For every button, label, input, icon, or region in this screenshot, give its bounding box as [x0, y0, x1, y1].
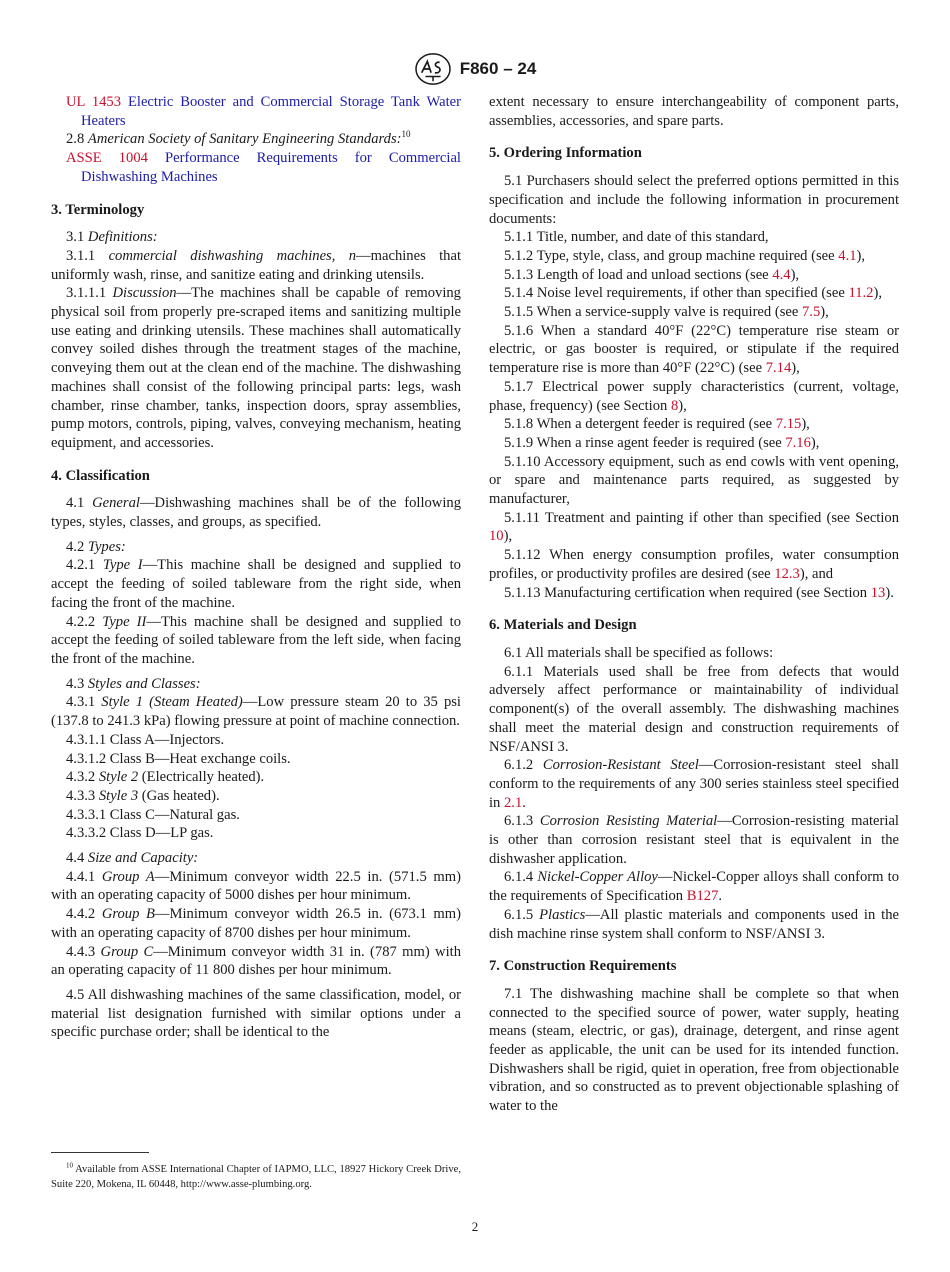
section-6-1-4: 6.1.4 Nickel-Copper Alloy—Nickel-Copper alloys shall conform to the requirements of Specification B127.	[489, 869, 899, 905]
right-column	[489, 93, 899, 1116]
page-header	[0, 52, 950, 86]
xref-b127[interactable]: B127	[686, 888, 719, 905]
section-5-1-8: 5.1.8 When a detergent feeder is required (see 7.15),	[504, 416, 810, 433]
section-7-heading: 7. Construction Requirements	[489, 958, 677, 975]
section-4-5: 4.5 All dishwashing machines of the same classification, model, or material list designation furnished with similar options under a specific purchase order; shall be identical to the	[51, 986, 461, 1041]
section-4-heading: 4. Classification	[51, 467, 150, 484]
section-6-1: 6.1 All materials shall be specified as follows:	[504, 644, 774, 661]
section-5-1-5: 5.1.5 When a service-supply valve is required (see 7.5),	[504, 304, 829, 321]
footnote-mark: 10	[66, 1161, 73, 1170]
xref-7-5[interactable]: 7.5	[802, 304, 821, 321]
section-4-3-3-2: 4.3.3.2 Class D—LP gas.	[66, 825, 214, 842]
section-3-1: 3.1 Definitions:	[66, 229, 158, 246]
continued-paragraph: extent necessary to ensure interchangeability of component parts, assemblies, accessories, and spare parts.	[489, 94, 899, 129]
section-5-1-10: 5.1.10 Accessory equipment, such as end cowls with vent opening, or spare and maintenance parts required, as suggested by manufacturer,	[489, 453, 900, 508]
xref-section-8[interactable]: 8	[670, 397, 679, 414]
section-5-1-7: 5.1.7 Electrical power supply characteristics (current, voltage, phase, frequency) (see Section 8),	[489, 378, 899, 414]
section-4-3-3-1: 4.3.3.1 Class C—Natural gas.	[66, 806, 240, 823]
section-7-1: 7.1 The dishwashing machine shall be complete so that when connected to the specified source of power, water supply, heating means (steam, electric, or gas), drainage, detergent, and rinse agent feeder as applicable, the unit can be used for its intended function. Dishwashers shall be rigid, quiet in operation, free from objectionable vibration, and so constructed as to prevent objectionable splashing of water to the	[489, 985, 899, 1115]
xref-2-1[interactable]: 2.1	[504, 794, 523, 811]
section-4-1: 4.1 General—Dishwashing machines shall be of the following types, styles, classes, and groups, as specified.	[51, 495, 461, 531]
section-5-1-9: 5.1.9 When a rinse agent feeder is required (see 7.16),	[504, 434, 820, 451]
section-4-4-3: 4.4.3 Group C—Minimum conveyor width 31 in. (787 mm) with an operating capacity of 11 800 dishes per hour minimum.	[51, 943, 461, 979]
section-4-2-1: 4.2.1 Type I—This machine shall be designed and supplied to accept the feeding of soiled tableware from the right side, when facing the front of the machine.	[51, 557, 461, 611]
left-column	[51, 93, 461, 1042]
ref-title-asse-1004[interactable]: Performance Requirements for Commercial Dishwashing Machines	[81, 150, 461, 185]
section-4-4-1: 4.4.1 Group A—Minimum conveyor width 22.5 in. (571.5 mm) with an operating capacity of 5000 dishes per hour minimum.	[51, 868, 461, 904]
xref-7-14[interactable]: 7.14	[765, 360, 792, 377]
section-5-1-1: 5.1.1 Title, number, and date of this standard,	[504, 229, 769, 246]
section-6-1-2: 6.1.2 Corrosion-Resistant Steel—Corrosion-resistant steel shall conform to the requirements of any 300 series stainless steel specified in 2.1.	[489, 757, 899, 811]
footnote-ref-10: 10	[401, 129, 411, 140]
section-4-3-2: 4.3.2 Style 2 (Electrically heated).	[66, 769, 265, 786]
section-5-1-13: 5.1.13 Manufacturing certification when required (see Section 13).	[504, 584, 894, 601]
xref-11-2[interactable]: 11.2	[848, 285, 874, 302]
ref-link-ul-1453[interactable]: UL 1453	[66, 94, 122, 110]
section-5-1-12: 5.1.12 When energy consumption profiles, water consumption profiles, or productivity profiles are desired (see 12.3), and	[489, 547, 899, 582]
section-5-1-11: 5.1.11 Treatment and painting if other than specified (see Section 10),	[489, 509, 899, 545]
footnote-divider	[51, 1152, 149, 1153]
section-4-3-3: 4.3.3 Style 3 (Gas heated).	[66, 787, 220, 804]
page-number: 2	[471, 1219, 479, 1234]
astm-logo-icon	[414, 52, 452, 86]
ref-title-ul-1453[interactable]: Electric Booster and Commercial Storage Tank Water Heaters	[81, 94, 462, 129]
xref-4-4[interactable]: 4.4	[772, 266, 791, 283]
xref-section-13[interactable]: 13	[870, 584, 886, 601]
section-6-1-3: 6.1.3 Corrosion Resisting Material—Corrosion-resisting material is other than corrosion resistant steel that is equivalent in the dishwasher application.	[489, 813, 899, 867]
section-5-1-2: 5.1.2 Type, style, class, and group machine required (see 4.1),	[504, 247, 866, 264]
section-3-1-1-1: 3.1.1.1 Discussion—The machines shall be capable of removing physical soil from properly pre-scraped items and sanitizing multiple use eating and drinking utensils. These machines shall automatically convey soiled dishes through the treatment stages of the machine, conveying them out at the clean end of the machine. The dishwashing machines shall consist of the following principal parts: legs, wash chamber, rinse chamber, tanks, inspection doors, spray assemblies, pump motors, controls, piping, valves, conveying mechanism, heating equipment, and accessories.	[51, 285, 461, 451]
xref-7-15[interactable]: 7.15	[775, 416, 802, 433]
section-5-1-3: 5.1.3 Length of load and unload sections (see 4.4),	[504, 266, 800, 283]
section-2-8: 2.8 American Society of Sanitary Engineering Standards:$^{10}$	[66, 129, 411, 148]
xref-7-16[interactable]: 7.16	[785, 434, 811, 451]
section-5-1-6: 5.1.6 When a standard 40°F (22°C) temperature rise steam or electric, or gas booster is required, or stipulate if the required temperature rise is more than 40°F (22°C) (see 7.14),	[489, 322, 899, 377]
section-4-4: 4.4 Size and Capacity:	[66, 850, 199, 867]
footnote-text: Available from ASSE International Chapter of IAPMO, LLC, 18927 Hickory Creek Drive, Suite 220, Mokena, IL 60448, http://www.asse-plumbing.org.	[51, 1164, 461, 1190]
section-5-heading: 5. Ordering Information	[489, 145, 642, 162]
section-4-3: 4.3 Styles and Classes:	[66, 675, 201, 692]
section-4-3-1: 4.3.1 Style 1 (Steam Heated)—Low pressure steam 20 to 35 psi (137.8 to 241.3 kPa) flowing pressure at point of machine connection.	[51, 694, 461, 730]
section-4-3-1-1: 4.3.1.1 Class A—Injectors.	[66, 731, 225, 748]
section-5-1: 5.1 Purchasers should select the preferred options permitted in this specification and include the following information in procurement documents:	[489, 173, 899, 227]
section-4-2-2: 4.2.2 Type II—This machine shall be designed and supplied to accept the feeding of soiled tableware from the left side, when facing the front of the machine.	[51, 613, 462, 667]
xref-12-3[interactable]: 12.3	[774, 565, 800, 582]
section-4-4-2: 4.4.2 Group B—Minimum conveyor width 26.5 in. (673.1 mm) with an operating capacity of 8700 dishes per hour minimum.	[51, 906, 461, 941]
document-code: F860 – 24	[459, 59, 537, 78]
reference-ul-1453	[51, 93, 461, 130]
section-5-1-4: 5.1.4 Noise level requirements, if other than specified (see 11.2),	[504, 285, 882, 302]
section-6-1-1: 6.1.1 Materials used shall be free from defects that would adversely affect performance or maintainability of individual component(s) of the overall assembly. The dishwashing machines shall meet the material design and construction requirements of NSF/ANSI 3.	[489, 663, 899, 755]
section-6-heading: 6. Materials and Design	[489, 617, 637, 634]
section-3-heading: 3. Terminology	[51, 201, 145, 218]
section-6-1-5: 6.1.5 Plastics—All plastic materials and components used in the dish machine rinse system shall conform to NSF/ANSI 3.	[489, 906, 899, 942]
xref-section-10[interactable]: 10	[489, 528, 504, 545]
section-4-2: 4.2 Types:	[66, 538, 126, 555]
section-4-3-1-2: 4.3.1.2 Class B—Heat exchange coils.	[66, 750, 291, 767]
xref-4-1[interactable]: 4.1	[838, 247, 857, 264]
ref-link-asse-1004[interactable]: ASSE 1004	[66, 150, 148, 167]
reference-asse-1004	[51, 149, 461, 186]
section-3-1-1: 3.1.1 commercial dishwashing machines, n—machines that uniformly wash, rinse, and sanitize eating and drinking utensils.	[51, 247, 461, 283]
footnote-10	[51, 1163, 461, 1192]
